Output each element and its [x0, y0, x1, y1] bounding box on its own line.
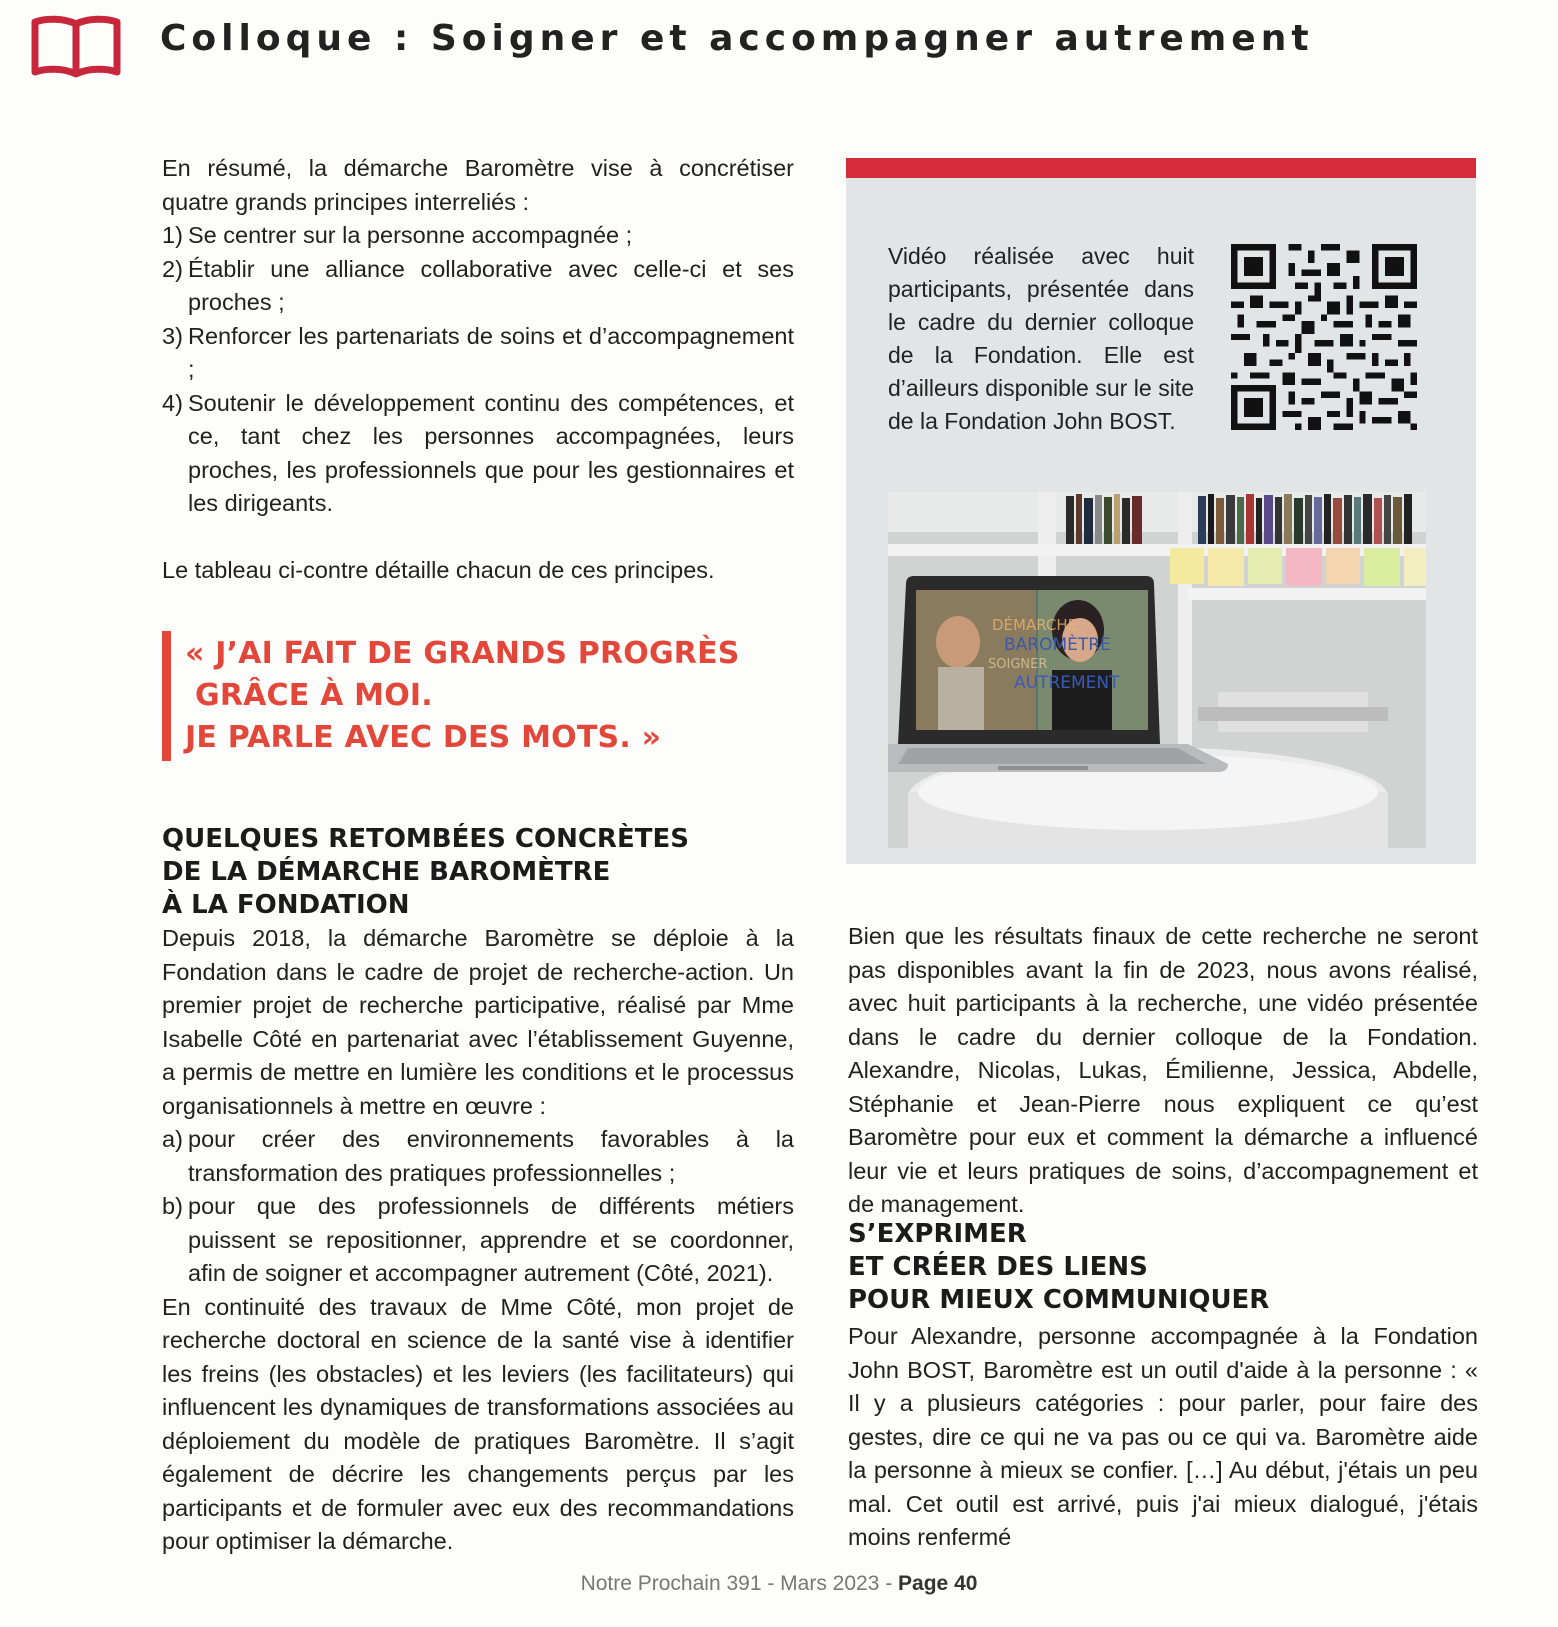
video-box — [846, 158, 1476, 864]
screen-text-line3: SOIGNER — [988, 657, 1048, 672]
principles-list — [162, 219, 794, 521]
video-paragraph: Bien que les résultats finaux de cette recherche ne seront pas disponibles avant la fin de 2023, nous avons réalisé, avec huit participants à la recherche, une vidéo présentée dans le cadre du dernier colloque de la Fondation. Alexandre, Nicolas, Lukas, Émilienne, Jessica, Abdelle, Stéphanie et Jean-Pierre nous expliquent ce qu’est Baromètre pour eux et comment la démarche a influencé leur vie et leurs pratiques de soins, d’accompagnement et de management. — [848, 923, 1478, 1217]
list-item: 4) Soutenir le développement continu des compétences, et ce, tant chez les personnes accompagnées, leurs proches, les professionnels que pour les gestionnaires et les dirigeants. — [162, 389, 794, 516]
publication-info: Notre Prochain 391 - Mars 2023 - — [580, 1572, 899, 1595]
video-thumbnail[interactable] — [888, 492, 1426, 848]
screen-text-line2: BAROMÈTRE — [1004, 635, 1111, 655]
section-heading: QUELQUES RETOMBÉES CONCRÈTES DE LA DÉMARCHE BAROMÈTRE À LA FONDATION — [162, 824, 689, 920]
right-column — [848, 920, 1478, 1222]
qr-code-icon[interactable] — [1231, 244, 1417, 430]
left-column — [162, 152, 794, 1559]
page-number: Page 40 — [898, 1572, 978, 1595]
research-paragraph: Depuis 2018, la démarche Baromètre se déploie à la Fondation dans le cadre de projet de recherche-action. Un premier projet de recherche participative, réalisé par Mme Isabelle Côté en partenariat avec l’établissement Guyenne, a permis de mettre en lumière les conditions et le processus organisationnels à mettre en œuvre : — [162, 925, 794, 1119]
video-caption: Vidéo réalisée avec huit participants, présentée dans le cadre du dernier colloque de la Fondation. Elle est d’ailleurs disponible sur le site de la Fondation John BOST. — [888, 243, 1194, 434]
book-icon — [30, 14, 122, 78]
alexandre-paragraph: Pour Alexandre, personne accompagnée à la Fondation John BOST, Baromètre est un outil d'aide à la personne : « Il y a plusieurs catégories : pour parler, pour faire des gestes, dire ce qui ne va pas ou ce qui va. Baromètre aide la personne à mieux se confier. […] Au début, j'étais un peu mal. Cet outil est arrivé, puis j'ai mieux dialogué, j'étais moins renfermé — [848, 1323, 1478, 1550]
section-heading: S’EXPRIMER ET CRÉER DES LIENS POUR MIEUX COMMUNIQUER — [848, 1219, 1270, 1315]
conditions-list — [162, 1123, 794, 1291]
intro-paragraph: En résumé, la démarche Baromètre vise à concrétiser quatre grands principes interreliés : — [162, 155, 794, 215]
list-item: a) pour créer des environnements favorables à la transformation des pratiques professionnelles ; — [162, 1126, 794, 1186]
right-column-lower — [848, 1320, 1478, 1555]
doctoral-paragraph: En continuité des travaux de Mme Côté, mon projet de recherche doctoral en science de la santé vise à identifier les freins (les obstacles) et les leviers (les facilitateurs) qui influencent les dynamiques de transformations associées au déploiement du modèle de pratiques Baromètre. Il s’agit également de décrire les changements perçus par les participants et de formuler avec eux des recommandations pour optimiser la démarche. — [162, 1293, 794, 1554]
page-title: Colloque : Soigner et accompagner autrement — [160, 18, 1314, 59]
list-item: b) pour que des professionnels de différents métiers puissent se repositionner, apprendre et se coordonner, afin de soigner et accompagner autrement (Côté, 2021). — [162, 1193, 794, 1286]
video-still-image — [888, 492, 1426, 848]
page-footer — [0, 1572, 1558, 1596]
list-item: 1) Se centrer sur la personne accompagnée ; — [162, 222, 633, 248]
list-item: 2) Établir une alliance collaborative avec celle-ci et ses proches ; — [162, 255, 794, 315]
list-item: 3) Renforcer les partenariats de soins et d’accompagnement ; — [162, 322, 794, 382]
table-note: Le tableau ci-contre détaille chacun de ces principes. — [162, 556, 715, 583]
screen-text-line1: DÉMARCHE — [992, 616, 1078, 634]
pull-quote: « J’AI FAIT DE GRANDS PROGRÈS GRÂCE À MOI. JE PARLE AVEC DES MOTS. » — [162, 631, 794, 761]
screen-text-line4: AUTREMENT — [1014, 673, 1120, 693]
